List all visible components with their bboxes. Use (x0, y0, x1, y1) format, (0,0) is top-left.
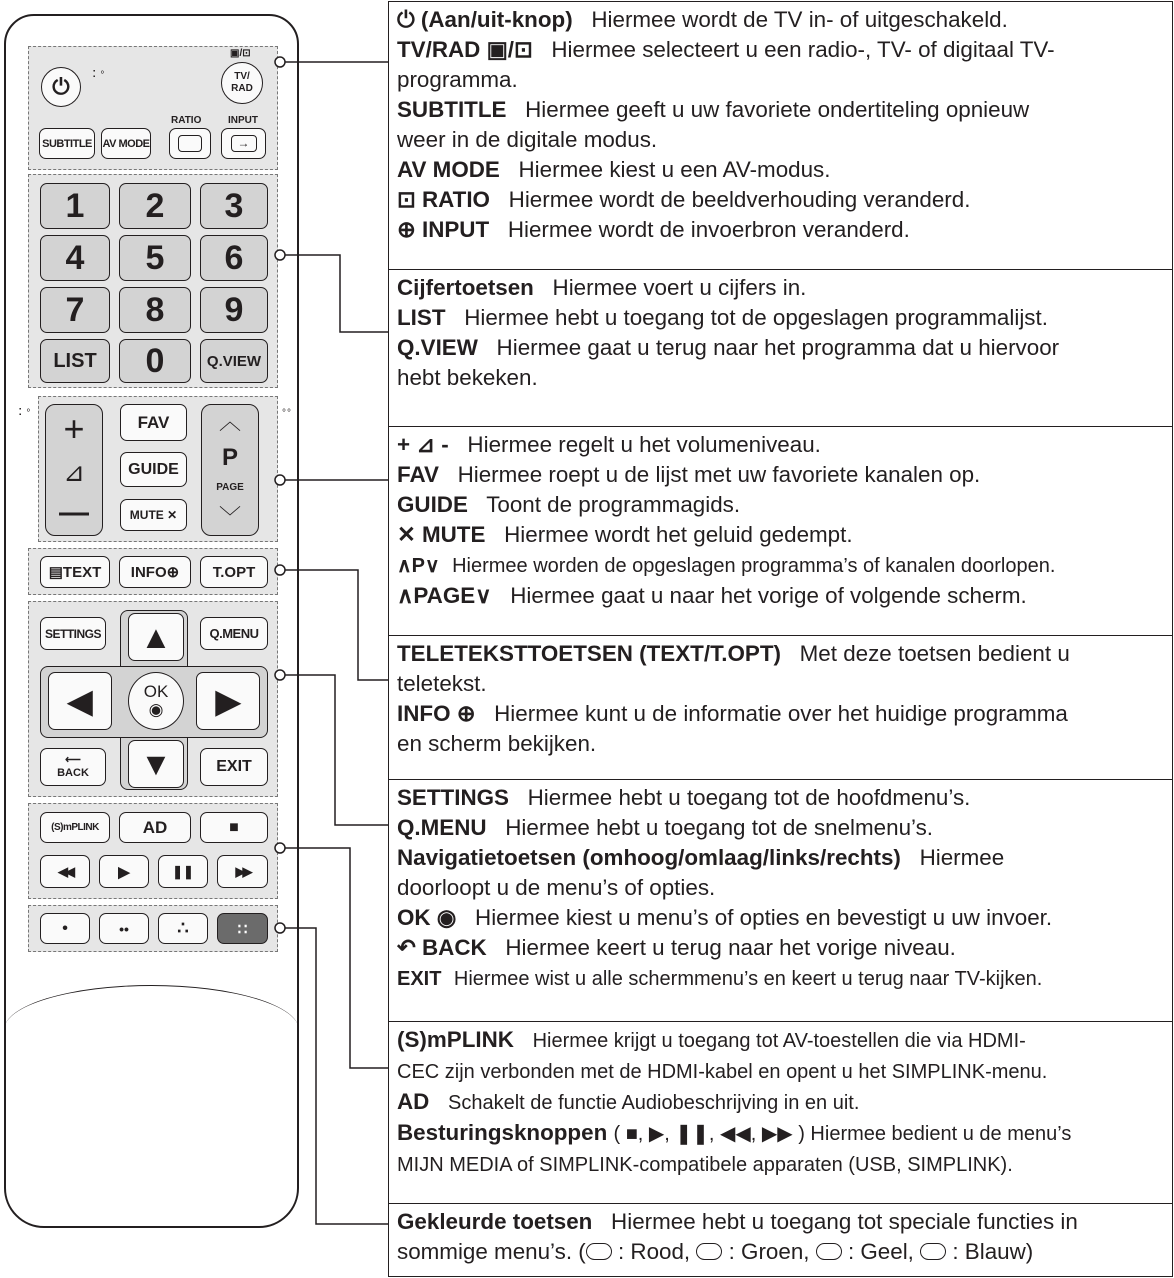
row-power-line-3: programma. (397, 67, 518, 92)
green-key-icon (696, 1243, 722, 1260)
term: ↶ BACK (397, 935, 487, 960)
number-key-4[interactable]: 4 (40, 235, 110, 281)
term: Navigatietoetsen (omhoog/omlaag/links/rechts) (397, 845, 901, 870)
q-view-button[interactable]: Q.VIEW (200, 339, 268, 383)
term: TELETEKSTTOETSEN (TEXT/T.OPT) (397, 641, 781, 666)
back-label: BACK (57, 767, 89, 779)
volume-down-icon: — (59, 496, 89, 530)
text: Hiermee krijgt u toegang tot AV-toestellen die via HDMI- (532, 1030, 1026, 1052)
power-dots: ⠅° (92, 70, 106, 81)
number-key-0[interactable]: 0 (119, 339, 191, 383)
stop-button[interactable]: ■ (200, 812, 268, 843)
rewind-button[interactable]: ◀◀ (40, 855, 90, 888)
text: CEC zijn verbonden met de HDMI-kabel en opent u het SIMPLINK-menu. (397, 1061, 1048, 1083)
row-volume-line-6 (397, 581, 1164, 611)
text: Met deze toetsen bedient u (799, 641, 1070, 666)
number-key-3[interactable]: 3 (200, 183, 268, 229)
nav-up-button[interactable]: ▲ (128, 613, 184, 661)
term: EXIT (397, 968, 442, 990)
text: Hiermee wist u alle schermmenu’s en keert u terug naar TV-kijken. (453, 968, 1043, 990)
number-key-5[interactable]: 5 (119, 235, 191, 281)
text: : Geel, (841, 1239, 921, 1264)
text: Hiermee roept u de lijst met uw favoriete kanalen op. (457, 462, 981, 487)
text: MIJN MEDIA of SIMPLINK-compatibele apparaten (USB, SIMPLINK). (397, 1154, 1013, 1176)
input-label: INPUT (228, 115, 258, 126)
row-power-line-7 (397, 185, 1164, 215)
row-colors (389, 1204, 1172, 1278)
blue-color-button[interactable]: ∷ (217, 913, 268, 944)
term: INFO ⊕ (397, 701, 476, 726)
term: SETTINGS (397, 785, 509, 810)
volume-up-icon: + (63, 407, 85, 449)
row-volume-line-1 (397, 430, 1164, 460)
tv-rad-button[interactable] (221, 62, 263, 104)
pause-button[interactable]: ❚❚ (158, 855, 208, 888)
ok-label: OK (143, 682, 169, 701)
simplink-button[interactable]: (S)mPLINK (40, 812, 110, 843)
row-volume (389, 427, 1172, 636)
row-numbers-line-4: hebt bekeken. (397, 365, 538, 390)
channel-dots-right: °° (282, 408, 292, 419)
row-numbers-line-2 (397, 303, 1164, 333)
yellow-key-icon (816, 1243, 842, 1260)
back-button[interactable] (40, 748, 106, 786)
row-numbers-line-3 (397, 333, 1164, 363)
text: Schakelt de functie Audiobeschrijving in en uit. (448, 1092, 860, 1114)
text: Hiermee wordt de TV in- of uitgeschakeld. (591, 7, 1008, 32)
text: ( ■, ▶, ❚❚, ◀◀, ▶▶ ) Hiermee bedient u de menu’s (613, 1123, 1072, 1145)
row-simplink (389, 1022, 1172, 1204)
text: Hiermee wordt de invoerbron veranderd. (507, 217, 910, 242)
term: TV/RAD ▣/⊡ (397, 37, 533, 62)
remote-control-illustration (0, 0, 310, 1278)
volume-rocker[interactable] (45, 404, 103, 536)
text: Hiermee selecteert u een radio-, TV- of digitaal TV- (551, 37, 1055, 62)
row-simplink-line-2 (397, 1056, 1164, 1087)
text: Hiermee gaat u naar het vorige of volgende scherm. (510, 583, 1027, 608)
ratio-label: RATIO (171, 115, 202, 126)
row-simplink-line-5 (397, 1149, 1164, 1180)
term: FAV (397, 462, 439, 487)
row-teletext-line-4: en scherm bekijken. (397, 731, 597, 756)
term: GUIDE (397, 492, 468, 517)
text: : Groen, (722, 1239, 816, 1264)
yellow-color-button[interactable]: ∴ (158, 913, 208, 944)
row-volume-line-4 (397, 520, 1164, 550)
term: LIST (397, 305, 446, 330)
ad-button[interactable]: AD (119, 812, 191, 843)
green-color-button[interactable]: •• (99, 913, 149, 944)
text: Hiermee hebt u toegang tot speciale functies in (611, 1209, 1078, 1234)
number-key-2[interactable]: 2 (119, 183, 191, 229)
row-volume-line-2 (397, 460, 1164, 490)
nav-down-button[interactable]: ▼ (128, 740, 184, 788)
row-colors-line-1 (397, 1207, 1164, 1237)
term: Q.MENU (397, 815, 487, 840)
power-button[interactable]: ⏻ (41, 67, 81, 107)
list-button[interactable]: LIST (40, 339, 110, 383)
number-key-6[interactable]: 6 (200, 235, 268, 281)
q-menu-button[interactable]: Q.MENU (200, 617, 268, 650)
number-key-9[interactable]: 9 (200, 287, 268, 333)
text: Hiermee regelt u het volumeniveau. (467, 432, 821, 457)
tv-rad-top: TV/ (234, 71, 250, 82)
row-power-line-6 (397, 155, 1164, 185)
t-opt-button[interactable]: T.OPT (200, 556, 268, 588)
row-navigation-line-5 (397, 903, 1164, 933)
number-key-8[interactable]: 8 (119, 287, 191, 333)
row-simplink-line-4 (397, 1118, 1164, 1149)
term: ⏻ (Aan/uit-knop) (397, 7, 573, 32)
row-volume-line-3 (397, 490, 1164, 520)
row-navigation-line-6 (397, 933, 1164, 963)
text-button[interactable]: ▤TEXT (40, 556, 110, 588)
red-color-button[interactable]: • (40, 913, 90, 944)
tv-rad-bottom: RAD (231, 83, 253, 94)
term: AV MODE (397, 157, 500, 182)
remote-body-curve (4, 985, 299, 1075)
ok-button[interactable] (128, 672, 184, 730)
term: OK ◉ (397, 905, 457, 930)
row-simplink-line-1 (397, 1025, 1164, 1056)
row-numbers (389, 270, 1172, 427)
channel-page-rocker[interactable] (201, 404, 259, 536)
term: ⊡ RATIO (397, 187, 490, 212)
term: Q.VIEW (397, 335, 478, 360)
row-navigation-line-7 (397, 963, 1164, 994)
term: SUBTITLE (397, 97, 507, 122)
text: Toont de programmagids. (486, 492, 741, 517)
text: Hiermee hebt u toegang tot de opgeslagen programmalijst. (464, 305, 1048, 330)
text: Hiermee kiest u menu’s of opties en bevestigt u uw invoer. (475, 905, 1053, 930)
term: ✕ MUTE (397, 522, 486, 547)
ratio-button[interactable] (169, 128, 211, 159)
back-icon: ⟵ (65, 754, 81, 766)
row-power-line-1 (397, 5, 1164, 35)
text: Hiermee wordt de beeldverhouding veranderd. (508, 187, 971, 212)
av-mode-button[interactable]: AV MODE (101, 128, 151, 159)
row-teletext-line-2: teletekst. (397, 671, 487, 696)
row-navigation-line-1 (397, 783, 1164, 813)
text: Hiermee keert u terug naar het vorige niveau. (505, 935, 956, 960)
row-numbers-line-1 (397, 273, 1164, 303)
text: Hiermee gaat u terug naar het programma dat u hiervoor (496, 335, 1060, 360)
subtitle-button[interactable]: SUBTITLE (39, 128, 95, 159)
mute-button[interactable]: MUTE ✕ (120, 499, 187, 531)
play-button[interactable]: ▶ (99, 855, 149, 888)
row-simplink-line-3 (397, 1087, 1164, 1118)
text: Hiermee (919, 845, 1005, 870)
exit-button[interactable]: EXIT (200, 748, 268, 786)
tv-rad-icons: ▣/⊡ (230, 48, 251, 59)
row-power-line-2 (397, 35, 1164, 65)
term: + ⊿ - (397, 432, 449, 457)
input-button[interactable] (221, 128, 266, 159)
page-label: PAGE (216, 482, 244, 493)
blue-key-icon (920, 1243, 946, 1260)
term: AD (397, 1089, 430, 1114)
channel-up-icon: ︿ (218, 409, 241, 434)
text: Hiermee kiest u een AV-modus. (518, 157, 831, 182)
row-power (389, 2, 1172, 270)
term: ∧PAGE∨ (397, 583, 492, 608)
info-button[interactable]: INFO⊕ (119, 556, 191, 588)
text: Hiermee hebt u toegang tot de hoofdmenu’s. (527, 785, 971, 810)
term: Cijfertoetsen (397, 275, 534, 300)
text: Hiermee wordt het geluid gedempt. (504, 522, 853, 547)
settings-button[interactable]: SETTINGS (40, 617, 106, 650)
red-key-icon (586, 1243, 612, 1260)
input-icon: → (231, 135, 257, 152)
row-navigation-line-2 (397, 813, 1164, 843)
volume-dots-left: ⠅° (18, 408, 32, 419)
text: Hiermee geeft u uw favoriete ondertiteling opnieuw (525, 97, 1030, 122)
text: Hiermee voert u cijfers in. (552, 275, 807, 300)
term: (S)mPLINK (397, 1027, 514, 1052)
row-navigation (389, 780, 1172, 1022)
term: ∧P∨ (397, 555, 440, 577)
channel-down-icon: ﹀ (218, 505, 241, 530)
row-power-line-4 (397, 95, 1164, 125)
ratio-icon (178, 135, 202, 152)
text: sommige menu’s. ( (397, 1239, 586, 1264)
row-power-line-8 (397, 215, 1164, 245)
nav-right-button[interactable]: ▶ (196, 672, 260, 730)
row-navigation-line-3 (397, 843, 1164, 873)
fast-forward-button[interactable]: ▶▶ (217, 855, 268, 888)
number-key-1[interactable]: 1 (40, 183, 110, 229)
term: ⊕ INPUT (397, 217, 490, 242)
row-volume-line-5 (397, 550, 1164, 581)
row-navigation-line-4: doorloopt u de menu’s of opties. (397, 875, 716, 900)
row-power-line-5: weer in de digitale modus. (397, 127, 658, 152)
text: : Rood, (611, 1239, 697, 1264)
ok-icon: ◉ (148, 700, 164, 719)
row-teletext-line-1 (397, 639, 1164, 669)
row-teletext-line-3 (397, 699, 1164, 729)
row-teletext (389, 636, 1172, 780)
text: Hiermee hebt u toegang tot de snelmenu’s. (505, 815, 934, 840)
term: Besturingsknoppen (397, 1120, 608, 1145)
text: Hiermee kunt u de informatie over het huidige programma (494, 701, 1068, 726)
nav-left-button[interactable]: ◀ (48, 672, 112, 730)
guide-button[interactable]: GUIDE (120, 452, 187, 487)
channel-p-label: P (221, 444, 238, 471)
text: Hiermee worden de opgeslagen programma’s of kanalen doorlopen. (452, 555, 1056, 577)
volume-icon: ⊿ (63, 456, 85, 487)
description-table (388, 1, 1173, 1277)
text: : Blauw) (946, 1239, 1034, 1264)
row-colors-line-2 (397, 1237, 1164, 1267)
term: Gekleurde toetsen (397, 1209, 593, 1234)
fav-button[interactable]: FAV (120, 404, 187, 441)
number-key-7[interactable]: 7 (40, 287, 110, 333)
